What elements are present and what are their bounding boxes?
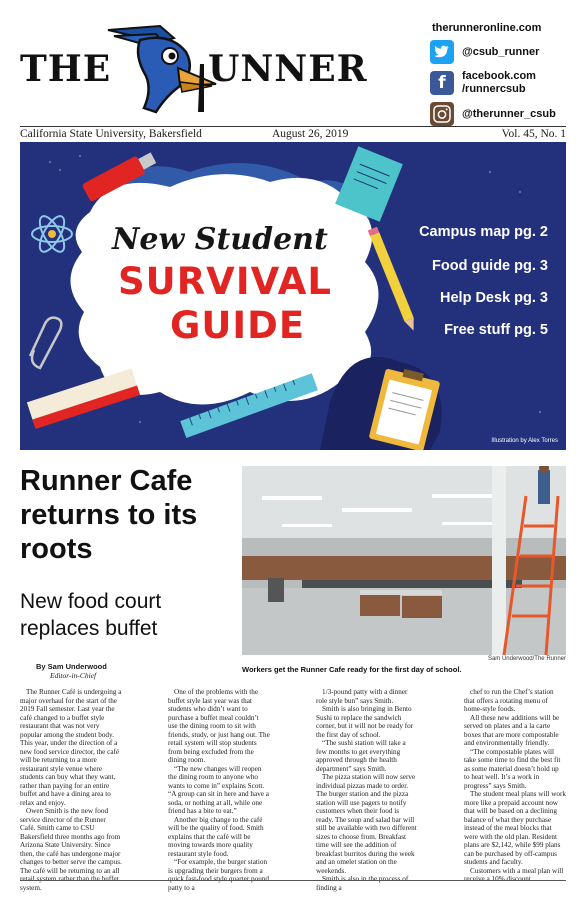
article-column-4 <box>464 688 567 883</box>
paragraph: Another big change to the café will be the quality of food. Smith explains that the café will be moving towards more quality restaurant style food. <box>168 815 264 858</box>
website-link[interactable]: therunneronline.com <box>432 22 542 34</box>
cafe-interior-image <box>242 466 566 655</box>
social-row-facebook[interactable] <box>430 70 580 96</box>
article-subhead: New food court replaces buffet <box>20 590 162 640</box>
issue-volume: Vol. 45, No. 1 <box>501 128 566 140</box>
masthead-title-unner: UNNER <box>208 48 368 90</box>
link-free-stuff[interactable]: Free stuff pg. 5 <box>444 322 548 338</box>
facebook-handle: facebook.com /runnercsub <box>462 70 536 95</box>
paragraph: The pizza station will now serve individual pizzas made to order. The burger station and the pizza station will use pagers to notify customers when their food is ready. The soup and salad bar will still be available with two different sizes to choose from. Breakfast time will see the addition of breakfast burritos during the week and an omelet station on the weekends. <box>316 773 417 875</box>
paragraph: “The new changes will reopen the dining room to anyone who wants to come in” explains Scott. “A group can sit in here and have a soda, or nothing at all, while one friend has a bite to eat.” <box>168 764 269 815</box>
instagram-handle: @therunner_csub <box>462 107 556 120</box>
byline-role: Editor-in-Chief <box>50 671 97 680</box>
paragraph: The student meal plans will work more like a prepaid account now that will be based on a declining balance of what they purchase instead of the meal blocks that were with the old plan. Resident plans are $2,142, while $99 plans can be purchased by off-campus students and faculty. <box>464 790 567 866</box>
issue-date: August 26, 2019 <box>272 128 349 140</box>
social-links <box>430 22 580 132</box>
atom-icon <box>32 213 72 256</box>
social-row-instagram[interactable] <box>430 102 580 126</box>
byline: By Sam Underwood <box>36 662 107 671</box>
hero-title-line2: SURVIVAL <box>118 260 332 303</box>
masthead-title-the: THE <box>20 48 112 90</box>
book-icon <box>27 368 140 429</box>
paragraph: “The sushi station will take a few months to get everything approved through the health department” says Smith. <box>316 739 406 773</box>
date-bar <box>20 126 566 142</box>
paragraph: One of the problems with the buffet style last year was that students who didn’t want to purchase a buffet meal couldn’t use the dining room to sit with friends, study, or just hang out. The retail system will stop students from being excluded from the dining room. <box>168 688 270 764</box>
paragraph: Customers with a meal plan will receive a 10% discount. <box>464 866 564 883</box>
article-column-1 <box>20 688 122 892</box>
survival-guide-illustration <box>20 142 566 450</box>
social-row-twitter[interactable] <box>430 40 580 64</box>
paragraph: “For example, the burger station is upgrading their burgers from a quick fast-food style quarter pound patty to a <box>168 858 269 892</box>
illustration-credit: Illustration by Alex Torres <box>491 438 558 444</box>
paragraph: chef to run the Chef’s station that offers a rotating menu of home-style foods. <box>464 688 554 713</box>
hero-title-line1: New Student <box>112 222 328 257</box>
hero-title-line3: GUIDE <box>170 304 306 347</box>
link-campus-map[interactable]: Campus map pg. 2 <box>419 224 548 240</box>
article-column-2 <box>168 688 270 892</box>
link-help-desk[interactable]: Help Desk pg. 3 <box>440 290 548 306</box>
paragraph: “The compostable plates will take some time to find the best fit as some material doesn’t hold up to heat well. It’s a work in progress” says Smith. <box>464 747 561 790</box>
paragraph: All these new additions will be served on plates and a la carte boxes that are more compostable and environmentally friendly. <box>464 713 560 747</box>
article-headline: Runner Cafe returns to its roots <box>20 465 198 565</box>
photo-credit: Sam Underwood/The Runner <box>487 656 566 662</box>
paragraph: Smith is also bringing in Bento Sushi to replace the sandwich corner, but it will not be ready for the first day of school. <box>316 705 414 739</box>
facebook-icon: f <box>430 71 454 95</box>
twitter-handle: @csub_runner <box>462 45 540 58</box>
paragraph: The Runner Café is undergoing a major overhaul for the start of the 2019 Fall semester. Last year the café changed to a buffet style restaurant that was not very popular among the student body. This year, under the direction of a new food service director, the café will be returning to a more restaurant style venue where students can buy what they want, rather than paying for an entire buffet and have a dining area to relax and enjoy. <box>20 688 122 807</box>
paragraph: Smith is also in the process of finding a <box>316 875 409 892</box>
photo-caption: Workers get the Runner Cafe ready for the first day of school. <box>242 665 462 674</box>
masthead <box>0 0 586 125</box>
instagram-icon <box>430 102 454 126</box>
link-food-guide[interactable]: Food guide pg. 3 <box>432 258 548 274</box>
article-column-3 <box>316 688 418 892</box>
university-name: California State University, Bakersfield <box>20 128 202 140</box>
roadrunner-logo <box>100 24 218 122</box>
paragraph: Owen Smith is the new food service director of the Runner Café. Smith came to CSU Bakersfield three months ago from Arizona State University. Since then, the café has undergone major changes to better serve the campus. The café will be returning to an all retail system rather than the buffet system. <box>20 807 122 892</box>
paragraph: 1/3-pound patty with a dinner role style bun” says Smith. <box>316 688 408 705</box>
cafe-photo <box>242 466 566 655</box>
twitter-icon <box>430 40 454 64</box>
bottom-divider <box>20 880 566 881</box>
article-body <box>20 688 567 892</box>
